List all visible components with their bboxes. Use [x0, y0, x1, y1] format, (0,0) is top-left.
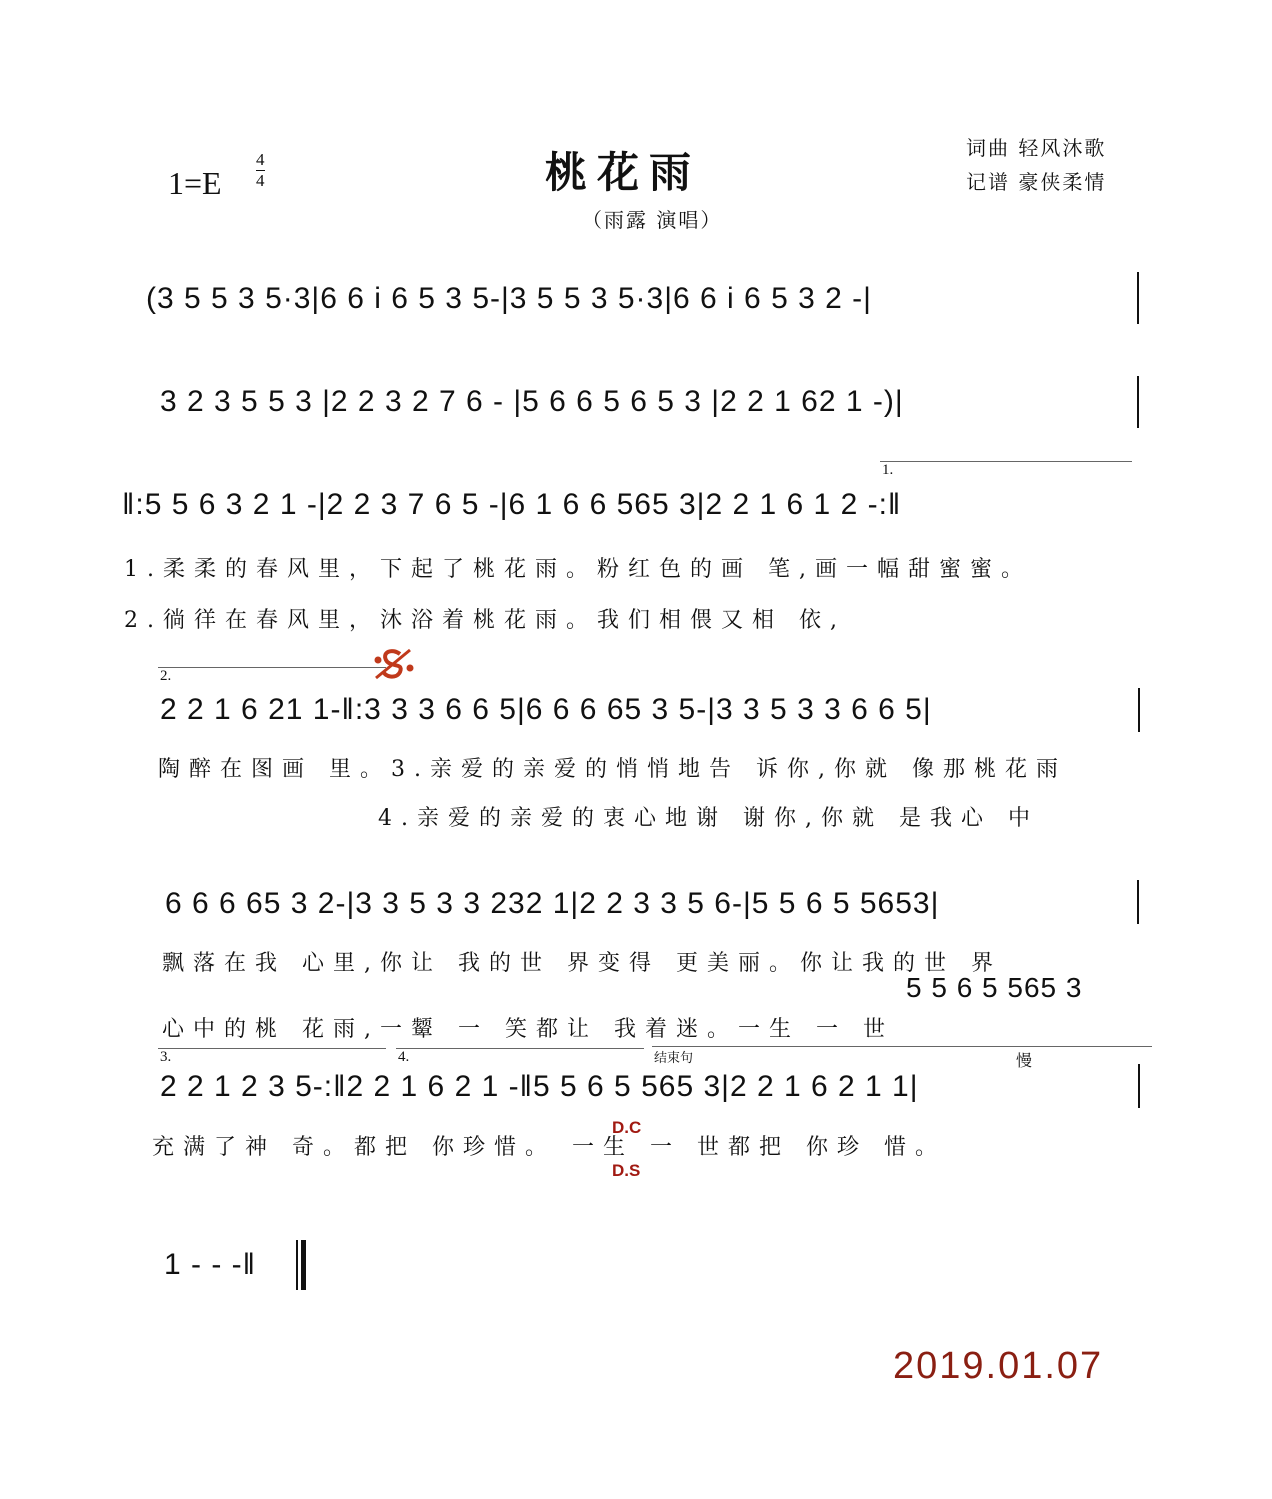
da-capo-mark: D.C	[612, 1118, 642, 1137]
volta-4-bracket	[396, 1048, 644, 1049]
score-line-2: 3 2 3 5 5 3 |2 2 3 2 7 6 - |5 6 6 5 6 5 3 |2 2 1 62 1 -)|	[160, 385, 904, 418]
barline	[1137, 376, 1139, 428]
segno-icon	[370, 646, 418, 682]
volta-3-bracket	[158, 1048, 386, 1049]
time-signature-top: 4	[256, 150, 265, 169]
score-line-5-alternate: 5 5 6 5 565 3	[906, 972, 1083, 1003]
score-line-5: 6 6 6 65 3 2-|3 3 5 3 3 232 1|2 2 3 3 5 6-|5 5 6 5 5653|	[165, 887, 940, 920]
lyric-line-6: 充满了神 奇。都把 你珍惜。 一生 一 世都把 你珍 惜。	[152, 1135, 946, 1160]
volta-2-label: 2.	[160, 668, 172, 684]
score-line-7: 1 - - -‖	[164, 1248, 257, 1281]
lyric-chorus-4: 4.亲爱的亲爱的衷心地谢 谢你,你就 是我心 中	[378, 806, 1039, 831]
score-line-1: (3 5 5 3 5·3|6 6 i 6 5 3 5-|3 5 5 3 5·3|6 6 i 6 5 3 2 -|	[146, 282, 872, 315]
volta-3-label: 3.	[160, 1049, 172, 1065]
final-barline-thick	[301, 1240, 306, 1290]
final-barline-thin	[296, 1240, 298, 1290]
volta-2-bracket	[158, 667, 386, 668]
song-title: 桃花雨	[545, 148, 702, 197]
lyric-line-5a: 飘落在我 心里,你让 我的世 界变得 更美丽。你让我的世 界	[162, 951, 1002, 976]
transcriber-credit: 记谱 豪侠柔情	[966, 170, 1107, 194]
ending-bracket	[652, 1046, 1152, 1047]
score-line-3: ‖:5 5 6 3 2 1 -|2 2 3 7 6 5 -|6 1 6 6 565 3|2 2 1 6 1 2 -:‖	[122, 488, 902, 521]
barline	[1138, 1064, 1140, 1108]
barline	[1138, 688, 1140, 732]
lyric-verse-2: 2.徜徉在春风里，沐浴着桃花雨。我们相偎又相 依,	[124, 608, 846, 633]
lyricist-credit: 词曲 轻风沐歌	[966, 136, 1107, 160]
time-signature	[256, 150, 265, 191]
tempo-slow-label: 慢	[1016, 1051, 1033, 1070]
score-line-4: 2 2 1 6 21 1-‖:3 3 3 6 6 5|6 6 6 65 3 5-|3 3 5 3 3 6 6 5|	[160, 693, 932, 726]
transcription-date: 2019.01.07	[893, 1345, 1104, 1387]
score-line-6: 2 2 1 2 3 5-:‖2 2 1 6 2 1 -‖5 5 6 5 565 3|2 2 1 6 2 1 1|	[160, 1070, 919, 1103]
barline	[1137, 272, 1139, 324]
key-signature: 1=E	[168, 165, 222, 201]
volta-1-bracket	[880, 461, 1132, 462]
volta-4-label: 4.	[398, 1049, 410, 1065]
ending-label: 结束句	[654, 1051, 694, 1066]
performer-subtitle: （雨露 演唱）	[582, 208, 723, 232]
lyric-chorus-3: 陶醉在图画 里。3.亲爱的亲爱的悄悄地告 诉你,你就 像那桃花雨	[158, 757, 1067, 782]
volta-1-label: 1.	[882, 462, 894, 478]
lyric-line-5b: 心中的桃 花雨,一颦 一 笑都让 我着迷。一生 一 世	[162, 1017, 894, 1042]
dal-segno-mark: D.S	[612, 1161, 641, 1180]
lyric-verse-1: 1.柔柔的春风里，下起了桃花雨。粉红色的画 笔,画一幅甜蜜蜜。	[124, 557, 1032, 582]
barline	[1137, 880, 1139, 924]
time-signature-bottom: 4	[256, 171, 265, 190]
